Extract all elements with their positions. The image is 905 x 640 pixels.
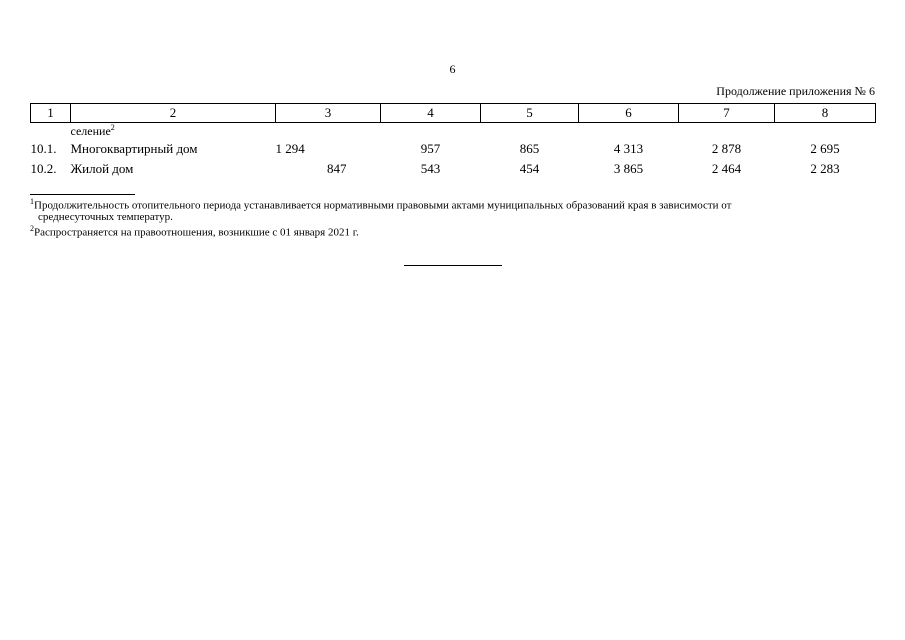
table-row xyxy=(31,159,876,179)
table-row xyxy=(31,139,876,159)
column-header-1: 1 xyxy=(31,104,71,123)
row-value: 847 xyxy=(327,161,347,176)
section-continuation-cell xyxy=(71,123,276,140)
column-header-5: 5 xyxy=(481,104,579,123)
column-header-4: 4 xyxy=(381,104,481,123)
row-code: 10.2. xyxy=(30,161,57,176)
column-header-2: 2 xyxy=(71,104,276,123)
row-value: 3 865 xyxy=(613,161,644,176)
column-header-3: 3 xyxy=(276,104,381,123)
column-header-6: 6 xyxy=(579,104,679,123)
row-value: 454 xyxy=(519,161,540,176)
footnote-text: Распространяется на правоотношения, возникшие с 01 января 2021 г. xyxy=(34,226,359,239)
end-of-document-rule xyxy=(404,265,502,266)
footnote-text: Продолжительность отопительного периода устанавливается нормативными правовыми актами муниципальных образований края в зависимости от xyxy=(34,199,732,212)
appendix-note: Продолжение приложения № 6 xyxy=(716,84,875,98)
footnote-mark: 2 xyxy=(30,223,34,233)
column-header-7: 7 xyxy=(679,104,775,123)
page-number: 6 xyxy=(449,62,456,76)
header-row xyxy=(31,104,876,123)
footnote-ref-2: 2 xyxy=(110,123,115,132)
row-value: 4 313 xyxy=(613,141,644,156)
row-name: Жилой дом xyxy=(70,161,134,176)
row-name: Многоквартирный дом xyxy=(70,141,198,156)
footnote-mark: 1 xyxy=(30,197,34,206)
row-value: 2 878 xyxy=(711,141,742,156)
row-value: 543 xyxy=(420,161,441,176)
footnote-2 xyxy=(30,223,875,239)
row-value: 2 283 xyxy=(810,161,840,176)
footnotes xyxy=(30,196,875,238)
row-value: 957 xyxy=(420,141,441,156)
footnote-separator xyxy=(30,194,135,195)
row-code: 10.1. xyxy=(30,141,57,156)
footnote-continuation: среднесуточных температур. xyxy=(38,210,173,223)
footnote-1 xyxy=(30,196,875,223)
section-continuation-label: селение xyxy=(70,124,111,138)
data-table xyxy=(30,103,876,179)
section-continuation-row xyxy=(31,123,876,140)
row-value: 865 xyxy=(519,141,540,156)
column-header-8: 8 xyxy=(775,104,876,123)
row-value: 2 695 xyxy=(810,141,840,156)
row-value: 1 294 xyxy=(275,141,305,156)
row-value: 2 464 xyxy=(711,161,742,176)
